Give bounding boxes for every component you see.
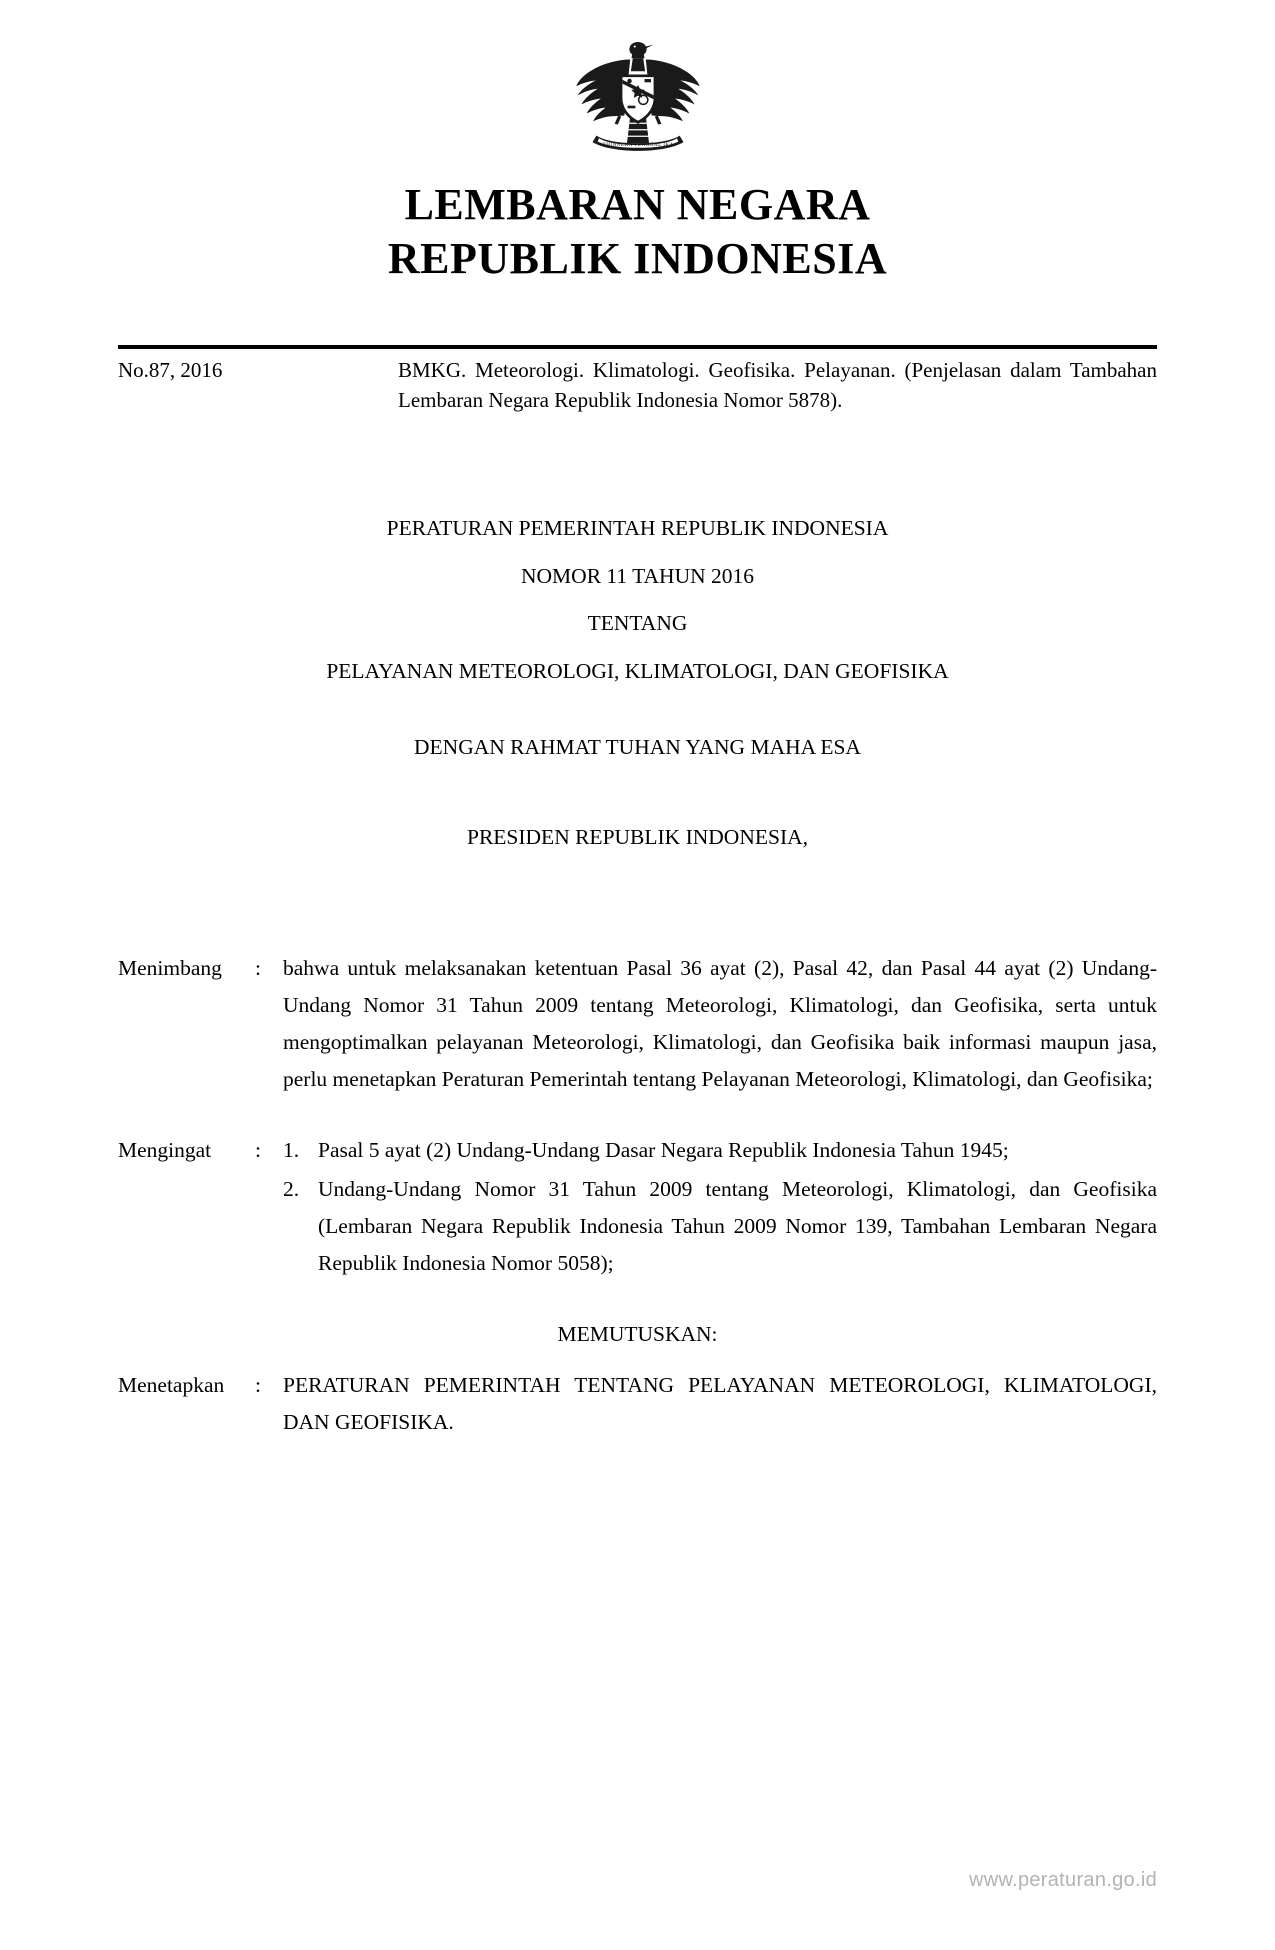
garuda-pancasila-emblem [573,38,703,163]
clause-body-mengingat [283,1132,1157,1282]
president-line: PRESIDEN REPUBLIK INDONESIA, [466,825,809,849]
title-authority: PERATURAN PEMERINTAH REPUBLIK INDONESIA [386,516,889,540]
invocation-line: DENGAN RAHMAT TUHAN YANG MAHA ESA [414,735,861,759]
title-subject: PELAYANAN METEOROLOGI, KLIMATOLOGI, DAN GEOFISIKA [326,658,949,683]
clause-menetapkan [118,1367,1157,1441]
clause-label-mengingat: Mengingat [118,1137,212,1162]
masthead-meta-row [118,356,1157,416]
masthead-line-2: REPUBLIK INDONESIA [387,233,888,283]
subject-keywords: BMKG. Meteorologi. Klimatologi. Geofisika. Pelayanan. (Penjelasan dalam Tambahan Lembaran Negara Republik Indonesia Nomor 5878). [398,358,1157,412]
title-number: NOMOR 11 TAHUN 2016 [521,563,754,588]
clause-colon-menimbang: : [255,956,261,980]
clause-colon-mengingat: : [255,1137,261,1162]
masthead [118,178,1157,285]
clause-label-menetapkan: Menetapkan [118,1372,225,1397]
mengingat-item-list [283,1132,1157,1282]
clause-body-menetapkan: PERATURAN PEMERINTAH TENTANG PELAYANAN METEOROLOGI, KLIMATOLOGI, DAN GEOFISIKA. [283,1372,1157,1434]
memutuskan-heading: MEMUTUSKAN: [557,1321,718,1346]
svg-text:BHINNEKA TUNGGAL IKA: BHINNEKA TUNGGAL IKA [601,142,674,148]
list-item-number: 2. [283,1176,300,1201]
list-item-number: 1. [283,1137,300,1162]
footer-watermark: www.peraturan.go.id [968,1869,1157,1891]
title-about-label: TENTANG [587,611,688,635]
clause-mengingat [118,1132,1157,1282]
clause-list [118,950,1157,1475]
list-item-text: Pasal 5 ayat (2) Undang-Undang Dasar Negara Republik Indonesia Tahun 1945; [318,1137,1009,1162]
clause-body-menimbang: bahwa untuk melaksanakan ketentuan Pasal 36 ayat (2), Pasal 42, dan Pasal 44 ayat (2) Undang-Undang Nomor 31 Tahun 2009 tentang Meteorologi, Klimatologi, dan Geofisika, serta untuk mengoptimalkan pelayanan Meteorologi, Klimatologi, dan Geofisika baik informasi maupun jasa, perlu menetapkan Peraturan Pemerintah tentang Pelayanan Meteorologi, Klimatologi, dan Geofisika; [283,956,1157,1091]
clause-label-menimbang: Menimbang [118,956,222,980]
clause-menimbang [118,950,1157,1098]
list-item-text: Undang-Undang Nomor 31 Tahun 2009 tentang Meteorologi, Klimatologi, dan Geofisika (Lembaran Negara Republik Indonesia Tahun 2009 Nomor 139, Tambahan Lembaran Negara Republik Indonesia Nomor 5058); [318,1176,1157,1275]
issue-number: No.87, 2016 [118,358,223,382]
emblem-container [0,38,1275,163]
list-item [283,1132,1157,1169]
list-item [283,1171,1157,1282]
masthead-line-1: LEMBARAN NEGARA [404,180,871,229]
masthead-divider [118,345,1157,349]
regulation-title-block [118,518,1157,682]
clause-colon-menetapkan: : [255,1372,261,1397]
